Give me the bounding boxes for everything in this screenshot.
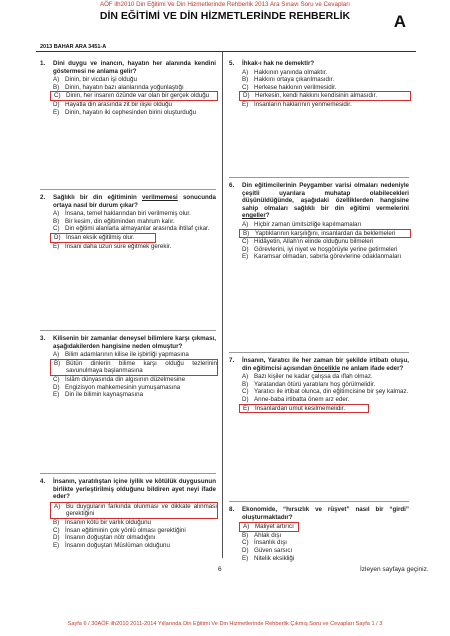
exam-code: 2013 BAHAR ARA 3451-A bbox=[40, 44, 107, 50]
option-e[interactable]: E) Nitelik eksikliği bbox=[242, 554, 295, 562]
option-e[interactable]: E) Dinin, hayatın iki cephesinden birini oluşturduğu bbox=[53, 108, 197, 116]
option-e[interactable]: E) Din ile bilimin kaynaşmasına bbox=[53, 391, 144, 399]
option-d[interactable]: D) İnsanın doğuştan nötr olmadığını bbox=[53, 534, 156, 542]
question-number: 7. bbox=[229, 357, 235, 364]
option-b-marked-answer[interactable]: B) Bütün dinlerin bilime karşı olduğu tezlerinin savunulmaya başlanmasına bbox=[50, 359, 218, 376]
option-a[interactable]: A) Bilim adamlarının kilise ile işbirliği yapmasına bbox=[53, 351, 189, 359]
option-b-marked-answer[interactable]: B) Yaptıklarının karşılığını, insanlardan da beklemeleri bbox=[239, 229, 411, 239]
question-divider bbox=[229, 177, 409, 178]
option-e-marked-answer[interactable]: E) İnsanlardan umut kesilmemelidir. bbox=[239, 404, 369, 414]
option-b[interactable]: B) Dinin, hayatın bazı alanlarında yoğunlaştığı bbox=[53, 83, 184, 91]
option-a[interactable]: A) Dinin, bir vicdan işi olduğu bbox=[53, 76, 137, 84]
booklet-letter: A bbox=[393, 12, 406, 31]
option-e[interactable]: E) Karamsar olmadan, sabırla görevlerine odaklanmaları bbox=[242, 253, 402, 261]
option-a[interactable]: A) Hiçbir zaman ümitsizliğe kapılmamaları bbox=[242, 220, 362, 228]
option-b[interactable]: B) Ahlak dışı bbox=[242, 531, 282, 539]
question-stem: Sağlıklı bir din eğitiminin verilmemesi sonucunda ortaya nasıl bir durum çıkar? bbox=[53, 194, 216, 209]
option-c[interactable]: C) Din eğitimi alanlarla almayanlar arasında ihtilaf çıkar. bbox=[53, 225, 210, 233]
question-stem: Kilisenin bir zamanlar deneysel bilimlere karşı çıkması, aşağıdakilerden hangisine neden olmuştur? bbox=[53, 335, 216, 350]
option-b[interactable]: B) Bir kesim, din eğitiminden mahrum kalır. bbox=[53, 217, 175, 225]
option-c-marked-answer[interactable]: C) Dinin, her insanın özünde var olan bir gerçek olduğu bbox=[50, 91, 218, 101]
question-stem: Dini duygu ve inancın, hayatın her alanında kendini göstermesi ne anlama gelir? bbox=[53, 60, 216, 75]
question-divider bbox=[229, 501, 409, 502]
question-number: 8. bbox=[229, 506, 235, 513]
question-stem: İnsanın, yaratılıştan içine iyilik ve kötülük duygusunun birlikte yerleştirilmiş olduğunu bildiren ayet neyi ifade eder? bbox=[53, 478, 216, 501]
option-d[interactable]: D) Görevlerini, iyi niyet ve hoşgörüyle yerine getirmeleri bbox=[242, 245, 398, 253]
option-a[interactable]: A) İnsana, temel haklarından biri verilmemiş olur. bbox=[53, 210, 191, 218]
option-d-marked-answer[interactable]: D) Herkesin, kendi hakkını kendisinin almasıdır. bbox=[239, 91, 411, 101]
option-b[interactable]: B) Yaratandan ötürü yaratılanı hoş görülmelidir. bbox=[242, 380, 376, 388]
option-c[interactable]: C) İnsan eğitiminin çok yönlü olması gerektiğini bbox=[53, 526, 186, 534]
question-stem: İnsanın, Yaratıcı ile her zaman bir şekilde irtibatı oluşu, din eğitimcisi açısından öncelikle ne anlam ifade eder? bbox=[242, 357, 409, 372]
option-c[interactable]: C) Hidâyetin, Allah'ın elinde olduğunu bilmeleri bbox=[242, 238, 374, 246]
question-number: 1. bbox=[40, 60, 46, 67]
option-e[interactable]: E) İnsanların haklarının yenmemesidir. bbox=[242, 100, 352, 108]
question-stem: İhkak-ı hak ne demektir? bbox=[242, 60, 315, 67]
question-divider bbox=[40, 330, 216, 331]
question-8 bbox=[229, 506, 409, 562]
option-c[interactable]: C) İslâm dünyasında din algısının düzelmesine bbox=[53, 375, 186, 383]
question-5 bbox=[229, 60, 409, 109]
header-divider bbox=[36, 51, 416, 52]
question-divider bbox=[40, 473, 216, 474]
option-d[interactable]: D) Hayatla din arasında zit bir ilişki olduğu bbox=[53, 100, 172, 108]
option-d[interactable]: D) Engizisyon mahkemesinin yumuşamasına bbox=[53, 383, 181, 391]
question-2 bbox=[40, 194, 216, 250]
question-number: 6. bbox=[229, 182, 235, 189]
column-divider bbox=[222, 52, 223, 558]
option-c[interactable]: C) İnsanlık dışı bbox=[242, 539, 288, 547]
footer-source-line: Sayfa 6 / 30AÖF ilh2010 2011-2014 Yıllarında Din Eğitimi Ve Din Hizmetlerinde Rehberlik Çıkmış Soru ve Cevapları Sayfa 1 / 3 bbox=[67, 621, 383, 627]
option-d-marked-answer[interactable]: D) İnsan eksik eğitilmiş olur. bbox=[50, 233, 156, 243]
question-3 bbox=[40, 335, 216, 399]
question-number: 4. bbox=[40, 478, 46, 485]
option-e[interactable]: E) İnsani daha uzun süre eğitmek gerekir. bbox=[53, 242, 172, 250]
question-stem: Din eğitimcilerinin Peygamber varisi olmaları nedeniyle çeşitli uyarılara muhatap olabilecekleri düşünüldüğünde, aşağıdaki özelliklerden hangisine sahip olmaları sağlıklı bir din eğitimi vermelerini engeller? bbox=[242, 182, 409, 220]
question-divider bbox=[40, 189, 216, 190]
option-a-marked-answer[interactable]: A) Maliyet artırıcı bbox=[239, 522, 299, 532]
question-7 bbox=[229, 357, 409, 413]
option-a[interactable]: A) Hakkının yanında olmaktır. bbox=[242, 68, 328, 76]
question-divider bbox=[229, 352, 409, 353]
option-d[interactable]: D) Güven sarsıcı bbox=[242, 546, 293, 554]
option-b[interactable]: B) İnsanın kötü bir varlık olduğunu bbox=[53, 518, 151, 526]
question-1 bbox=[40, 60, 216, 116]
question-number: 2. bbox=[40, 194, 46, 201]
option-a-marked-answer[interactable]: A) Bu duyguların farkında olunması ve dikkate alınması gerektiğini bbox=[50, 502, 218, 519]
page-number: 6 bbox=[218, 566, 222, 573]
option-b[interactable]: B) Hakkını ortaya çıkarılmasıdır. bbox=[242, 76, 335, 84]
page-title: DİN EĞİTİMİ VE DİN HİZMETLERİNDE REHBERLİK bbox=[99, 10, 351, 22]
question-number: 5. bbox=[229, 60, 235, 67]
question-stem: Ekonomide, “hırsızlık ve rüşvet” nasıl bir “girdi” oluşturmaktadır? bbox=[242, 506, 409, 521]
option-d[interactable]: D) Anne-baba irtibatta önem arz eder. bbox=[242, 395, 350, 403]
option-c[interactable]: C) Herkese hakkının verilmesidir. bbox=[242, 83, 337, 91]
next-page-note: İzleyen sayfaya geçiniz. bbox=[360, 566, 429, 573]
question-6 bbox=[229, 182, 409, 261]
header-source-line: AÖF ilh2010 Din Eğitimi Ve Din Hizmetlerinde Rehberlik 2013 Ara Sınavı Soru ve Cevapları bbox=[99, 1, 351, 8]
option-e[interactable]: E) İnsanın doğuştan Müslüman olduğunu bbox=[53, 541, 170, 549]
option-c[interactable]: C) Yaratıcı ile irtibat olunca, din eğitimcisine bir şey kalmaz. bbox=[242, 388, 409, 396]
question-number: 3. bbox=[40, 335, 46, 342]
question-4 bbox=[40, 478, 216, 549]
option-a[interactable]: A) Bazı kişiler ne kadar çalışsa da ıflah olmaz. bbox=[242, 373, 373, 381]
